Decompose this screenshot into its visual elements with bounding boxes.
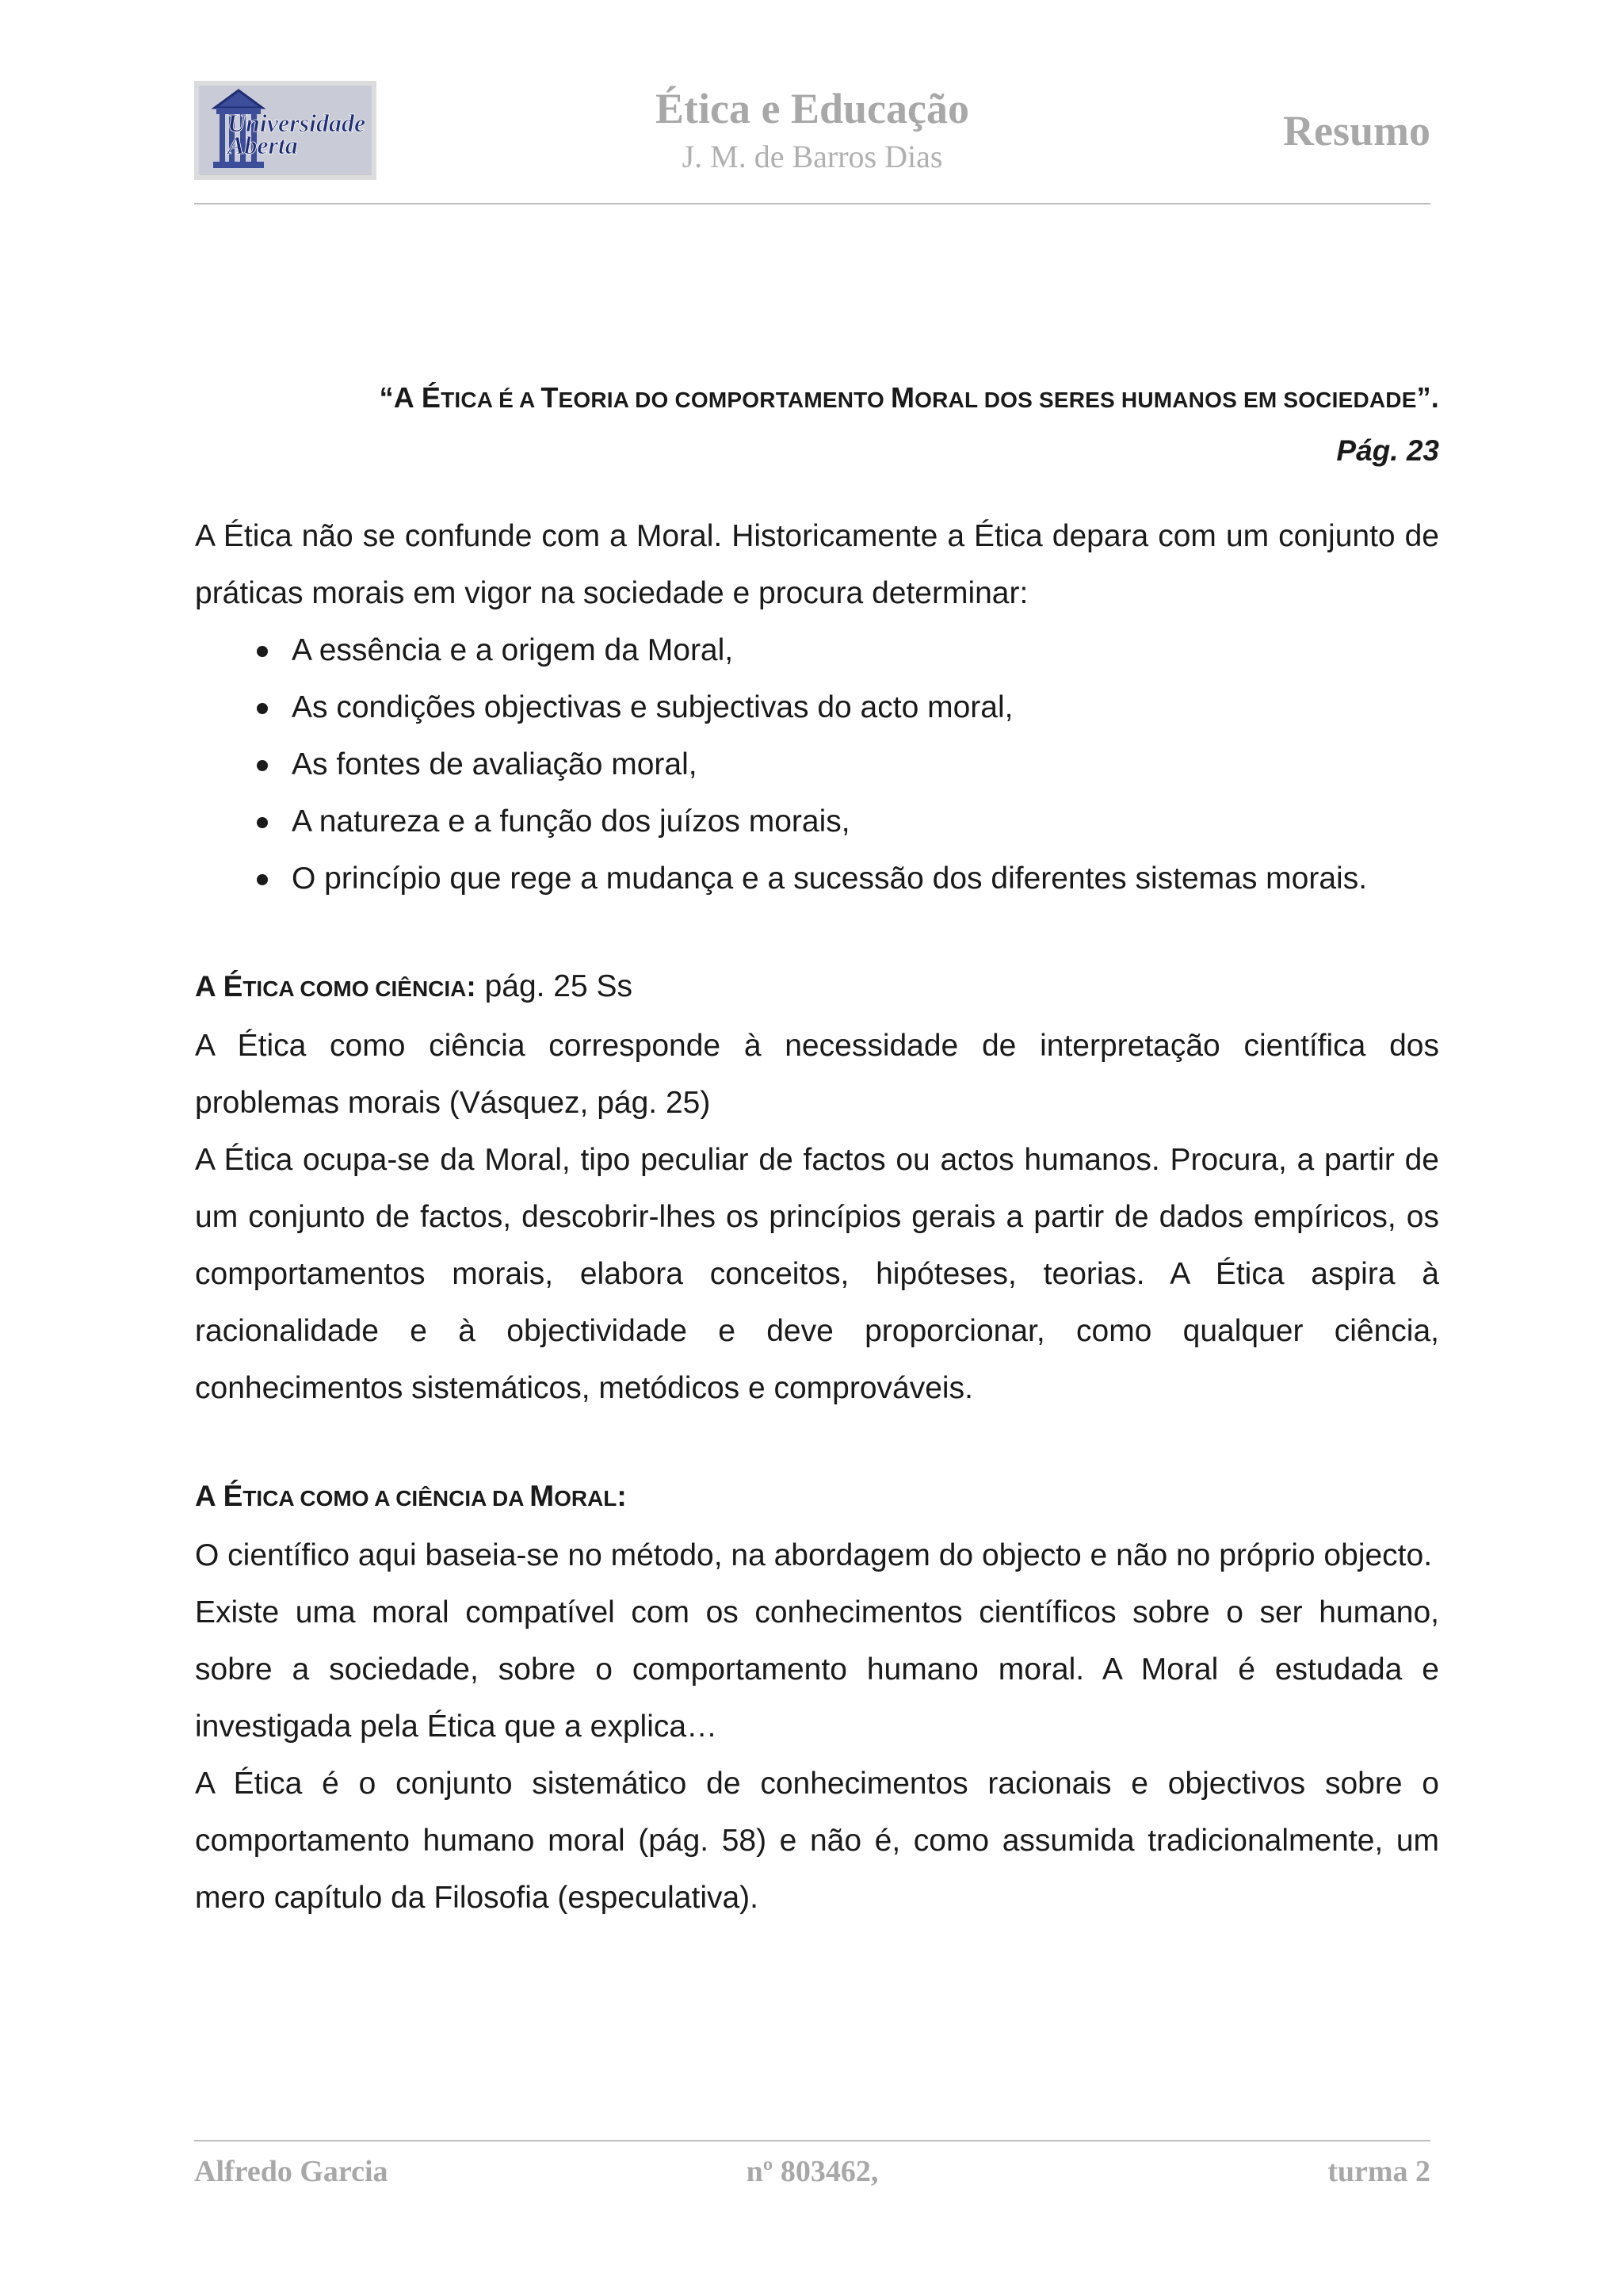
bullet-icon bbox=[257, 817, 268, 828]
body-paragraph: A Ética ocupa-se da Moral, tipo peculiar de factos ou actos humanos. Procura, a partir de um conjunto de factos, descobrir-lhes os princípios gerais a partir de dados empíricos, os comportamentos morais, elabora conceitos, hipóteses, teorias. A Ética aspira à racionalidade e à objectividade e deve proporcionar, como qualquer ciência, conhecimentos sistemáticos, metódicos e comprováveis. bbox=[195, 1143, 1439, 1405]
intro-bullet-list bbox=[195, 622, 1439, 907]
bullet-icon bbox=[257, 703, 268, 714]
quote-part: T bbox=[540, 381, 559, 414]
section1-part: : bbox=[466, 970, 476, 1003]
section2-part: TICA COMO A CIÊNCIA DA bbox=[242, 1486, 530, 1511]
quote-part: EORIA DO COMPORTAMENTO bbox=[558, 388, 891, 412]
document-title: Ética e Educação bbox=[655, 85, 969, 132]
epigraph-page-ref: Pág. 23 bbox=[1336, 434, 1439, 467]
list-item bbox=[195, 793, 1439, 850]
header-divider bbox=[194, 203, 1430, 204]
quote-part: M bbox=[890, 381, 915, 414]
footer-student-number: nº 803462, bbox=[746, 2155, 879, 2188]
section2-part: M bbox=[529, 1480, 555, 1512]
section-title-etica-como-ciencia bbox=[195, 958, 1439, 1018]
body-paragraph: Existe uma moral compatível com os conhecimentos científicos sobre o ser humano, sobre a sociedade, sobre o comportamento humano moral. A Moral é estudada e investigada pela Ética que a explica… bbox=[195, 1595, 1439, 1744]
intro-paragraph: A Ética não se confunde com a Moral. Historicamente a Ética depara com um conjunto de práticas morais em vigor na sociedade e procura determinar: bbox=[195, 519, 1439, 610]
body-paragraph: A Ética como ciência corresponde à necessidade de interpretação científica dos problemas morais (Vásquez, pág. 25) bbox=[195, 1029, 1439, 1120]
list-item bbox=[195, 736, 1439, 793]
section-etica-ciencia-da-moral-body bbox=[195, 1527, 1439, 1927]
quote-part: É bbox=[421, 381, 441, 414]
page-footer bbox=[194, 2140, 1430, 2211]
quote-part: ”. bbox=[1416, 381, 1439, 414]
section2-part: É bbox=[223, 1480, 243, 1512]
body-paragraph: A Ética é o conjunto sistemático de conhecimentos racionais e objectivos sobre o comportamento humano moral (pág. 58) e não é, como assumida tradicionalmente, um mero capítulo da Filosofia (especulativa). bbox=[195, 1767, 1439, 1915]
list-item-text: A natureza e a função dos juízos morais, bbox=[292, 804, 850, 839]
epigraph-quote bbox=[195, 372, 1439, 426]
bullet-icon bbox=[257, 874, 268, 885]
document-type-label: Resumo bbox=[1283, 107, 1430, 155]
list-item bbox=[195, 679, 1439, 736]
section2-part: A bbox=[195, 1480, 223, 1512]
footer-student-name: Alfredo Garcia bbox=[194, 2155, 388, 2188]
page-header bbox=[194, 71, 1430, 206]
quote-part: “A bbox=[379, 381, 422, 414]
section2-part: : bbox=[617, 1480, 627, 1512]
list-item-text: As condições objectivas e subjectivas do acto moral, bbox=[292, 690, 1014, 724]
footer-divider bbox=[194, 2140, 1430, 2141]
list-item-text: A essência e a origem da Moral, bbox=[292, 633, 734, 667]
list-item bbox=[195, 622, 1439, 679]
list-item-text: O princípio que rege a mudança e a sucessão dos diferentes sistemas morais. bbox=[292, 861, 1368, 896]
section1-part: É bbox=[223, 970, 243, 1003]
section-title-etica-ciencia-da-moral bbox=[195, 1468, 1439, 1527]
section-etica-como-ciencia-body bbox=[195, 1018, 1439, 1417]
list-item-text: As fontes de avaliação moral, bbox=[292, 747, 697, 781]
section1-part: TICA COMO CIÊNCIA bbox=[242, 976, 467, 1001]
quote-part: TICA É A bbox=[441, 388, 541, 412]
svg-text:Universidade: Universidade bbox=[227, 109, 366, 137]
bullet-icon bbox=[257, 760, 268, 771]
bullet-icon bbox=[257, 646, 268, 657]
footer-class: turma 2 bbox=[1327, 2155, 1430, 2188]
document-author: J. M. de Barros Dias bbox=[682, 139, 943, 174]
list-item bbox=[195, 850, 1439, 907]
quote-part: ORAL DOS SERES HUMANOS EM SOCIEDADE bbox=[915, 388, 1417, 412]
svg-text:Aberta: Aberta bbox=[227, 131, 298, 159]
section2-part: ORAL bbox=[554, 1486, 617, 1511]
body-paragraph: O científico aqui baseia-se no método, na abordagem do objecto e não no próprio objecto. bbox=[195, 1538, 1433, 1572]
document-body bbox=[195, 372, 1439, 1927]
section1-part: A bbox=[195, 970, 223, 1003]
section-title-page-ref: pág. 25 Ss bbox=[475, 969, 633, 1003]
